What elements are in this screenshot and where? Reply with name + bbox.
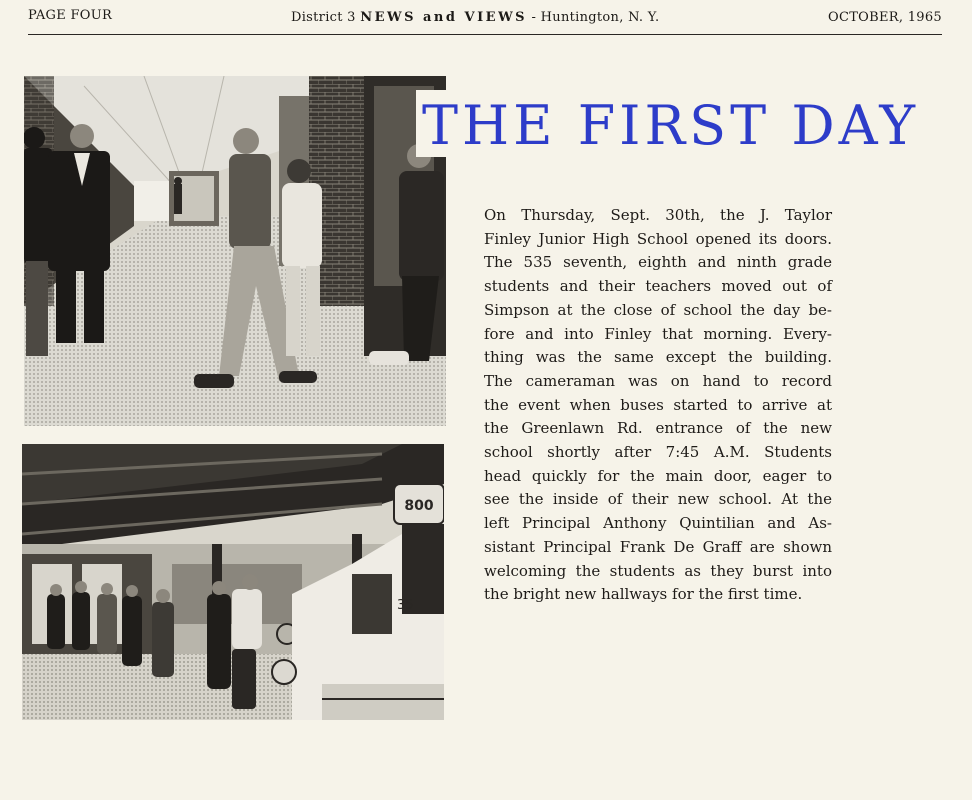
article-body-line: head quickly for the main door, eager to <box>484 466 832 485</box>
article-body-line: students and their teachers moved out of <box>484 277 832 296</box>
article-body-line: the Greenlawn Rd. entrance of the new <box>484 419 832 438</box>
article-body-line: The cameraman was on hand to record <box>484 371 832 390</box>
article-headline: THE FIRST DAY <box>416 90 923 157</box>
publication-title <box>291 10 659 25</box>
article-body-line: left Principal Anthony Quintilian and As- <box>484 514 832 533</box>
article-body-line: Simpson at the close of school the day be- <box>484 300 832 319</box>
publication-prefix: District 3 <box>291 10 356 25</box>
page-label: PAGE FOUR <box>28 8 113 23</box>
publication-name: NEWS and VIEWS <box>360 10 528 25</box>
article-body-line: On Thursday, Sept. 30th, the J. Taylor <box>484 206 832 224</box>
masthead-rule <box>28 34 942 35</box>
article-body-line: the event when buses started to arrive at <box>484 395 832 414</box>
hallway-photo <box>24 76 446 426</box>
article-body-line: fore and into Finley that morning. Every- <box>484 324 832 343</box>
article-body-line: sistant Principal Frank De Graff are shown <box>484 537 832 556</box>
bus-number: 35 <box>397 598 414 613</box>
issue-date: OCTOBER, 1965 <box>827 10 942 25</box>
hallway-photo-drawing <box>24 76 446 426</box>
article-body-line: welcoming the students as they burst into <box>484 561 832 580</box>
bus-sign: 800 <box>404 498 434 514</box>
article-body-line: the bright new hallways for the first time. <box>484 585 803 604</box>
masthead <box>28 6 946 30</box>
article-body-line: school shortly after 7:45 A.M. Students <box>484 443 832 462</box>
article-body-line: The 535 seventh, eighth and ninth grade <box>484 253 832 272</box>
bus-arrival-photo <box>22 444 444 720</box>
article-body <box>484 204 832 607</box>
article-body-line: see the inside of their new school. At the <box>484 490 832 509</box>
publication-location: - Huntington, N. Y. <box>531 10 660 25</box>
article-body-line: Finley Junior High School opened its doors. <box>484 229 832 248</box>
bus-arrival-photo-drawing <box>22 444 444 720</box>
article-body-line: thing was the same except the building. <box>484 348 832 367</box>
